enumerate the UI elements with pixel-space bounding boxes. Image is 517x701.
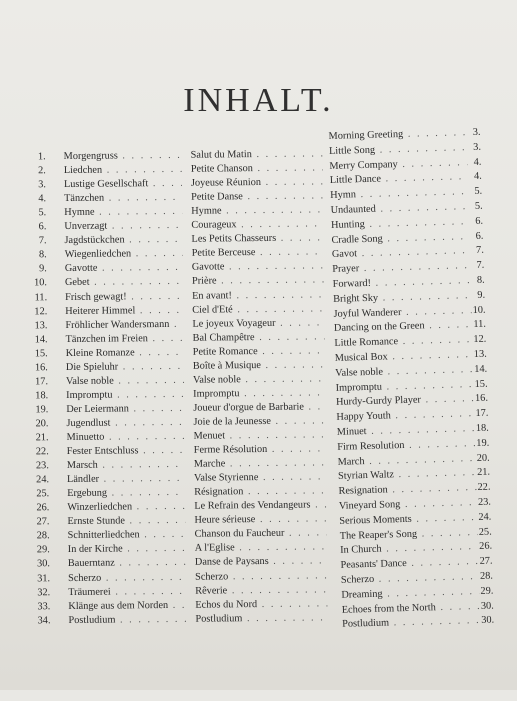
toc-page-number: 9.	[477, 289, 486, 301]
toc-number: 16.	[34, 361, 48, 374]
toc-title-english: Undaunted . . .	[330, 200, 468, 218]
toc-title-english: In Church . . .	[340, 540, 478, 558]
toc-number: 14.	[34, 333, 48, 345]
toc-title-english: Postludium . . .	[342, 614, 480, 632]
toc-title-german: Schnitterliedchen . . .	[68, 528, 186, 543]
toc-title-german: Scherzo . . .	[68, 570, 186, 585]
toc-number: 23.	[35, 460, 49, 472]
toc-title-french: A l'Eglise . . .	[195, 541, 327, 556]
toc-title-german: Tänzchen im Freien . . .	[65, 331, 183, 346]
toc-number: 5.	[38, 207, 47, 219]
toc-title-german: In der Kirche . . .	[68, 542, 186, 557]
toc-number: 10.	[34, 277, 48, 289]
toc-page-number: 17.	[475, 407, 489, 420]
toc-page-number: 19.	[476, 437, 490, 449]
toc-title-german: Liedchen . . .	[64, 163, 182, 178]
toc-title-french: Les Petits Chasseurs . . .	[191, 232, 323, 247]
toc-title-french: Petite Romance . . .	[193, 344, 325, 359]
toc-number: 13.	[34, 319, 48, 331]
toc-page-number: 5.	[474, 185, 483, 198]
toc-title-german: Valse noble . . .	[66, 374, 184, 389]
toc-number: 20.	[35, 418, 49, 430]
toc-page-number: 12.	[473, 333, 487, 346]
toc-title-german: Wiegenliedchen . . .	[65, 247, 183, 262]
toc-title-french: Petite Berceuse . . .	[192, 246, 324, 261]
toc-title-german: Träumerei . . .	[68, 584, 186, 599]
toc-page-number: 27.	[479, 555, 493, 568]
toc-title-english: Little Song . . .	[329, 141, 467, 159]
toc-title-french: Joueur d'orgue de Barbarie . . .	[193, 400, 325, 415]
toc-title-french: Ferme Résolution . . .	[194, 442, 326, 457]
toc-title-english: Joyful Wanderer . . .	[333, 304, 471, 322]
toc-title-english: Hymn . . .	[330, 185, 468, 203]
toc-title-english: Resignation . . .	[338, 481, 476, 499]
toc-number: 11.	[34, 291, 48, 303]
toc-page-number: 21.	[477, 467, 491, 479]
toc-page-number: 7.	[475, 245, 484, 257]
toc-title-german: Ernste Stunde . . .	[67, 514, 185, 529]
toc-title-french: Echos du Nord . . .	[195, 597, 327, 612]
toc-title-french: Petite Chanson . . .	[191, 161, 323, 176]
toc-title-german: Winzerliedchen . . .	[67, 500, 185, 515]
toc-number: 33.	[37, 600, 51, 612]
toc-title-french: Salut du Matin . . .	[191, 147, 323, 162]
toc-title-french: Valse noble . . .	[193, 372, 325, 387]
toc-page-number: 10.	[472, 304, 486, 316]
toc-title-french: Impromptu . . .	[193, 386, 325, 401]
toc-title-french: Bal Champêtre . . .	[192, 330, 324, 345]
toc-title-french: Boîte à Musique . . .	[193, 358, 325, 373]
toc-title-french: Ciel d'Eté . . .	[192, 302, 324, 317]
toc-page-number: 14.	[474, 363, 488, 375]
toc-number: 25.	[36, 488, 50, 500]
toc-title-french: Marche . . .	[194, 456, 326, 471]
toc-title-german: Fester Entschluss . . .	[67, 444, 185, 459]
toc-title-english: Dancing on the Green . . .	[334, 318, 472, 336]
toc-number: 19.	[35, 404, 49, 416]
toc-title-english: The Reaper's Song . . .	[340, 526, 478, 544]
toc-number: 22.	[35, 446, 49, 458]
toc-title-english: Musical Box . . .	[335, 348, 473, 366]
toc-page-number: 16.	[474, 393, 489, 405]
toc-title-english: Morning Greeting . . .	[328, 126, 466, 144]
toc-title-english: Gavot . . .	[332, 244, 470, 262]
toc-title-french: Gavotte . . .	[192, 260, 324, 275]
page-title: INHALT.	[183, 82, 334, 119]
toc-number: 30.	[36, 558, 50, 570]
toc-title-english: Little Romance . . .	[334, 333, 472, 351]
toc-title-german: Ländler . . .	[67, 472, 185, 487]
toc-title-french: En avant! . . .	[192, 288, 324, 303]
toc-title-english: Happy Youth . . .	[336, 407, 474, 425]
toc-title-french: Résignation . . .	[194, 485, 326, 500]
toc-page-number: 22.	[477, 481, 491, 494]
toc-number: 6.	[38, 221, 47, 233]
toc-page-number: 11.	[473, 319, 487, 331]
toc-title-french: Petite Danse . . .	[191, 189, 323, 204]
toc-title-german: Unverzagt . . .	[64, 219, 182, 234]
toc-title-french: Joie de la Jeunesse . . .	[193, 414, 325, 429]
toc-title-english: Merry Company . . .	[329, 156, 467, 174]
toc-title-german: Ergebung . . .	[67, 486, 185, 501]
toc-title-english: Hunting . . .	[331, 215, 469, 233]
toc-number: 4.	[38, 193, 47, 205]
toc-title-english: Valse noble . . .	[335, 363, 473, 381]
toc-title-german: Hymne . . .	[64, 205, 182, 220]
toc-title-french: Heure sérieuse . . .	[194, 513, 326, 528]
toc-page-number: 15.	[474, 378, 488, 390]
toc-title-french: Rêverie . . .	[195, 583, 327, 598]
toc-title-french: Le Refrain des Vendangeurs . . .	[194, 499, 326, 514]
toc-page-number: 6.	[475, 215, 484, 227]
toc-page-number: 24.	[478, 511, 492, 523]
toc-title-english: Cradle Song . . .	[331, 230, 469, 248]
toc-page-number: 29.	[480, 585, 494, 597]
toc-title-english: Prayer . . .	[332, 259, 470, 277]
toc-page-number: 5.	[474, 200, 483, 212]
toc-page-number: 4.	[473, 171, 482, 183]
toc-title-french: Menuet . . .	[194, 428, 326, 443]
toc-title-german: Jagdstückchen . . .	[64, 233, 182, 248]
toc-page-number: 28.	[479, 570, 494, 582]
toc-title-french: Joyeuse Réunion . . .	[191, 175, 323, 190]
toc-title-english: Minuet . . .	[337, 422, 475, 440]
toc-title-german: Postludium . . .	[68, 612, 186, 627]
toc-number: 26.	[36, 502, 50, 514]
toc-title-french: Hymne . . .	[191, 204, 323, 219]
toc-number: 8.	[38, 249, 47, 261]
toc-title-english: March . . .	[338, 452, 476, 470]
toc-page-number: 25.	[478, 526, 492, 538]
toc-number: 12.	[34, 305, 48, 317]
toc-number: 21.	[35, 432, 49, 444]
toc-number: 3.	[38, 179, 47, 191]
toc-title-german: Fröhlicher Wandersmann . . .	[65, 317, 183, 332]
toc-title-german: Die Spieluhr . . .	[66, 360, 184, 375]
toc-title-english: Vineyard Song . . .	[339, 496, 477, 514]
toc-page-number: 6.	[475, 230, 484, 242]
toc-title-german: Kleine Romanze . . .	[66, 345, 184, 360]
toc-page-number: 13.	[473, 348, 487, 361]
toc-title-german: Klänge aus dem Norden . . .	[68, 598, 186, 613]
toc-title-english: Peasants' Dance . . .	[340, 555, 478, 573]
toc-number: 24.	[36, 474, 50, 486]
toc-page-number: 23.	[477, 496, 492, 508]
toc-title-german: Gebet . . .	[65, 275, 183, 290]
toc-page-number: 18.	[475, 422, 489, 434]
toc-title-english: Forward! . . .	[333, 274, 471, 292]
toc-number: 9.	[39, 263, 47, 275]
toc-page-number: 4.	[473, 156, 482, 168]
toc-title-english: Echoes from the North . . .	[342, 600, 480, 618]
toc-title-french: Chanson du Faucheur . . .	[195, 527, 327, 542]
toc-page-number: 3.	[473, 141, 482, 153]
toc-title-english: Bright Sky . . .	[333, 289, 471, 307]
toc-number: 34.	[37, 614, 51, 626]
toc-title-french: Le joyeux Voyageur . . .	[192, 316, 324, 331]
toc-number: 7.	[38, 235, 47, 247]
toc-number: 15.	[34, 347, 48, 360]
toc-title-german: Jugendlust . . .	[66, 416, 184, 431]
toc-number: 28.	[36, 530, 50, 542]
toc-title-english: Hurdy-Gurdy Player . . .	[336, 392, 474, 410]
toc-number: 17.	[35, 376, 49, 388]
toc-number: 18.	[35, 390, 49, 402]
toc-title-french: Danse de Paysans . . .	[195, 555, 327, 570]
toc-title-english: Firm Resolution . . .	[337, 437, 475, 455]
toc-number: 27.	[36, 516, 50, 528]
toc-title-german: Der Leiermann . . .	[66, 402, 184, 417]
toc-title-german: Frisch gewagt! . . .	[65, 289, 183, 304]
toc-page-number: 3.	[472, 126, 481, 138]
toc-page-number: 30.	[480, 600, 494, 612]
toc-title-english: Styrian Waltz . . .	[338, 466, 476, 484]
toc-title-german: Gavotte . . .	[65, 261, 183, 276]
toc-title-german: Lustige Gesellschaft . . .	[64, 177, 182, 192]
toc-page-number: 20.	[476, 452, 490, 464]
toc-title-german: Minuetto . . .	[67, 430, 185, 445]
toc-number: 29.	[36, 544, 50, 556]
toc-page-number: 7.	[476, 259, 485, 272]
toc-title-english: Impromptu . . .	[335, 378, 473, 396]
toc-title-french: Courageux . . .	[191, 218, 323, 233]
toc-title-german: Bauerntanz . . .	[68, 556, 186, 571]
toc-number: 32.	[37, 586, 51, 598]
toc-title-english: Dreaming . . .	[341, 585, 479, 603]
toc-number: 2.	[38, 165, 46, 177]
toc-title-german: Impromptu . . .	[66, 388, 184, 403]
toc-title-german: Tänzchen . . .	[64, 191, 182, 206]
toc-number: 1.	[37, 151, 46, 163]
toc-title-english: Serious Moments . . .	[339, 511, 477, 529]
toc-title-german: Morgengruss . . .	[64, 149, 182, 164]
toc-number: 31.	[37, 572, 51, 584]
toc-page-number: 26.	[479, 540, 493, 553]
toc-page-number: 8.	[476, 274, 485, 286]
toc-title-french: Valse Styrienne . . .	[194, 470, 326, 485]
toc-title-french: Scherzo . . .	[195, 569, 327, 584]
toc-title-french: Prière . . .	[192, 274, 324, 289]
toc-title-english: Little Dance . . .	[330, 171, 468, 189]
toc-title-german: Heiterer Himmel . . .	[65, 303, 183, 318]
toc-title-french: Postludium . . .	[195, 611, 327, 626]
toc-title-german: Marsch . . .	[67, 458, 185, 473]
toc-title-english: Scherzo . . .	[341, 570, 479, 588]
toc-page-number: 30.	[481, 614, 495, 627]
